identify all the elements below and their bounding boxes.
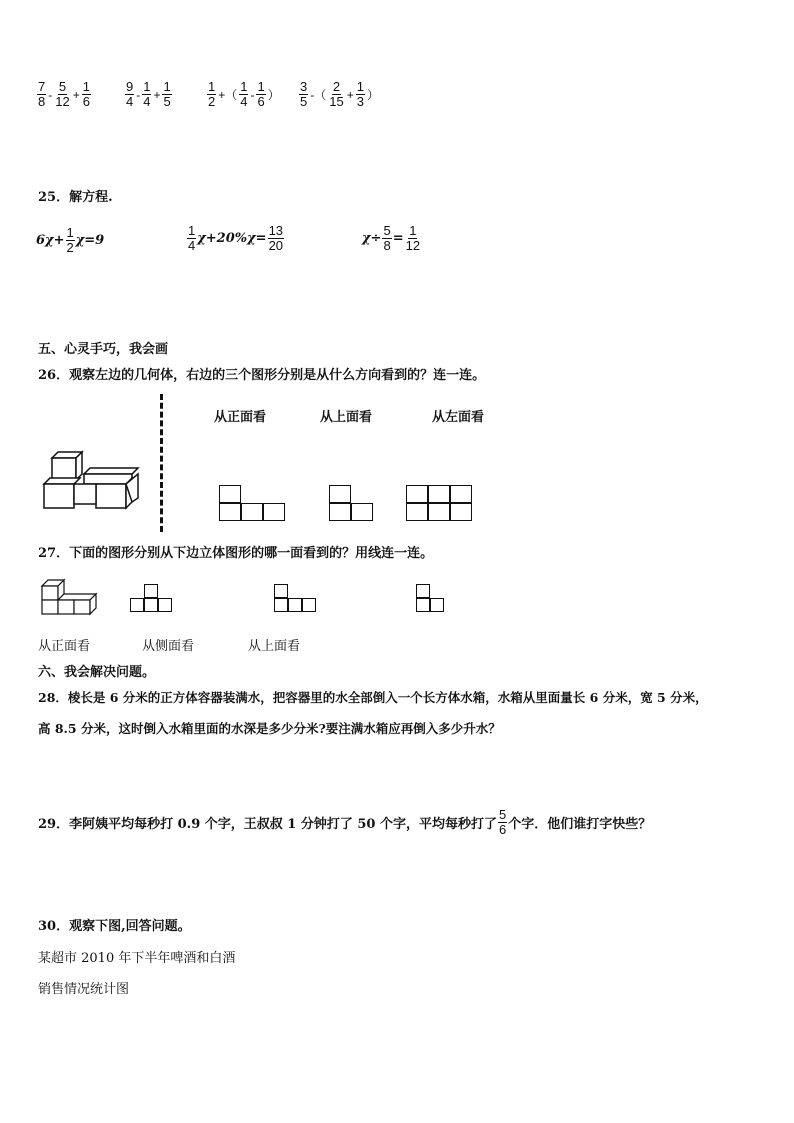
grid-cell [219, 485, 241, 503]
grid-cell [329, 485, 351, 503]
numerator: 1 [66, 225, 74, 240]
grid-cell [430, 598, 444, 612]
grid-cell [329, 503, 351, 521]
denominator: 6 [257, 94, 265, 109]
grid-cell [219, 503, 241, 521]
numerator: 13 [268, 223, 284, 238]
operator: +（ [218, 88, 238, 102]
denominator: 15 [329, 94, 344, 109]
close-paren: ） [267, 88, 280, 102]
grid-cell [288, 598, 302, 612]
q29-text-pre: 29．李阿姨平均每秒打 0.9 个字，王叔叔 1 分钟打了 50 个字，平均每秒打了 [38, 817, 497, 832]
q26-view-1 [219, 485, 289, 525]
q26-label-left: 从左面看 [432, 410, 485, 425]
q26-label-top: 从上面看 [320, 410, 373, 425]
denominator: 12 [55, 94, 70, 109]
numerator: 9 [126, 79, 134, 94]
numerator: 1 [409, 223, 417, 238]
grid-cell [130, 598, 144, 612]
grid-cell [406, 485, 428, 503]
denominator: 4 [188, 238, 196, 253]
close-paren: ） [366, 88, 379, 102]
numerator: 5 [58, 79, 67, 94]
grid-cell [274, 598, 288, 612]
grid-cell [450, 503, 472, 521]
grid-cell [416, 584, 430, 598]
denominator: 4 [240, 94, 248, 109]
equation-2 [186, 224, 285, 253]
numerator: 3 [300, 79, 308, 94]
calc-expression-1 [36, 80, 92, 109]
numerator: 1 [143, 79, 151, 94]
q27-label-front: 从正面看 [38, 639, 91, 654]
denominator: 4 [143, 94, 151, 109]
numerator: 2 [332, 79, 341, 94]
numerator: 1 [208, 79, 216, 94]
q27-view-c [416, 584, 450, 618]
numerator: 1 [240, 79, 248, 94]
q27-view-b [274, 584, 322, 616]
operator: -（ [310, 88, 327, 102]
numerator: 1 [188, 223, 196, 238]
section-6-heading: 六、我会解决问题。 [38, 665, 156, 680]
q25-title: 25．解方程. [38, 190, 113, 205]
grid-cell [428, 503, 450, 521]
grid-cell [241, 503, 263, 521]
q27-label-side: 从侧面看 [142, 639, 195, 654]
operator: - [48, 87, 53, 102]
grid-cell [144, 584, 158, 598]
grid-cell [263, 503, 285, 521]
denominator: 2 [208, 94, 216, 109]
numerator: 7 [38, 79, 46, 94]
q27-label-top: 从上面看 [248, 639, 301, 654]
equation-text: χ÷ [362, 231, 382, 246]
operator: - [250, 87, 255, 102]
denominator: 3 [356, 94, 364, 109]
denominator: 12 [405, 238, 421, 253]
section-5-heading: 五、心灵手巧，我会画 [38, 342, 169, 357]
q26-view-3 [406, 485, 476, 525]
denominator: 8 [38, 94, 46, 109]
q29 [38, 808, 651, 837]
q26-view-2 [329, 485, 375, 525]
grid-cell [158, 598, 172, 612]
calc-expression-4 [298, 80, 380, 109]
grid-cell [144, 598, 158, 612]
numerator: 5 [383, 223, 391, 238]
denominator: 4 [126, 94, 134, 109]
grid-cell [406, 503, 428, 521]
q30-title: 30．观察下图,回答问题。 [38, 919, 191, 934]
q30-chart-title-line-1: 某超市 2010 年下半年啤酒和白酒 [38, 951, 236, 966]
q28-line-2: 高 8.5 分米，这时倒入水箱里面的水深是多少分米?要注满水箱应再倒入多少升水？ [38, 721, 501, 736]
q27-view-a [130, 584, 178, 616]
numerator: 1 [82, 79, 90, 94]
grid-cell [416, 598, 430, 612]
numerator: 1 [163, 79, 171, 94]
equation-3 [362, 224, 422, 253]
numerator: 1 [356, 79, 364, 94]
q26-divider [160, 394, 163, 532]
denominator: 6 [82, 94, 90, 109]
grid-cell [274, 584, 288, 598]
q26-solid-figure [40, 448, 140, 510]
denominator: 5 [300, 94, 308, 109]
operator: - [136, 87, 141, 102]
denominator: 6 [499, 822, 507, 837]
calc-expression-3 [206, 80, 281, 109]
operator: + [153, 87, 161, 102]
numerator: 5 [499, 807, 507, 822]
equation-text: χ=9 [75, 233, 105, 248]
denominator: 5 [163, 94, 171, 109]
equation-text: = [392, 231, 404, 246]
q26-title: 26．观察左边的几何体，右边的三个图形分别是从什么方向看到的？连一连。 [38, 368, 486, 383]
denominator: 2 [66, 240, 74, 255]
denominator: 20 [268, 238, 284, 253]
equation-1 [36, 226, 104, 255]
q27-solid-figure [38, 576, 102, 618]
equation-text: 6χ+ [36, 233, 65, 248]
numerator: 1 [257, 79, 265, 94]
grid-cell [428, 485, 450, 503]
calc-expression-2 [124, 80, 173, 109]
grid-cell [351, 503, 373, 521]
grid-cell [450, 485, 472, 503]
grid-cell [302, 598, 316, 612]
q26-label-front: 从正面看 [214, 410, 267, 425]
equation-text: χ+20%χ= [197, 231, 267, 246]
operator: + [72, 87, 80, 102]
operator: + [346, 87, 354, 102]
q30-chart-title-line-2: 销售情况统计图 [38, 982, 130, 997]
denominator: 8 [383, 238, 391, 253]
q28-line-1: 28．棱长是 6 分米的正方体容器装满水，把容器里的水全部倒入一个长方体水箱，水箱从里面量长 6 分米，宽 5 分米， [38, 690, 708, 705]
q27-title: 27．下面的图形分别从下边立体图形的哪一面看到的？用线连一连。 [38, 546, 434, 561]
q29-text-post: 个字．他们谁打字快些？ [508, 817, 652, 832]
